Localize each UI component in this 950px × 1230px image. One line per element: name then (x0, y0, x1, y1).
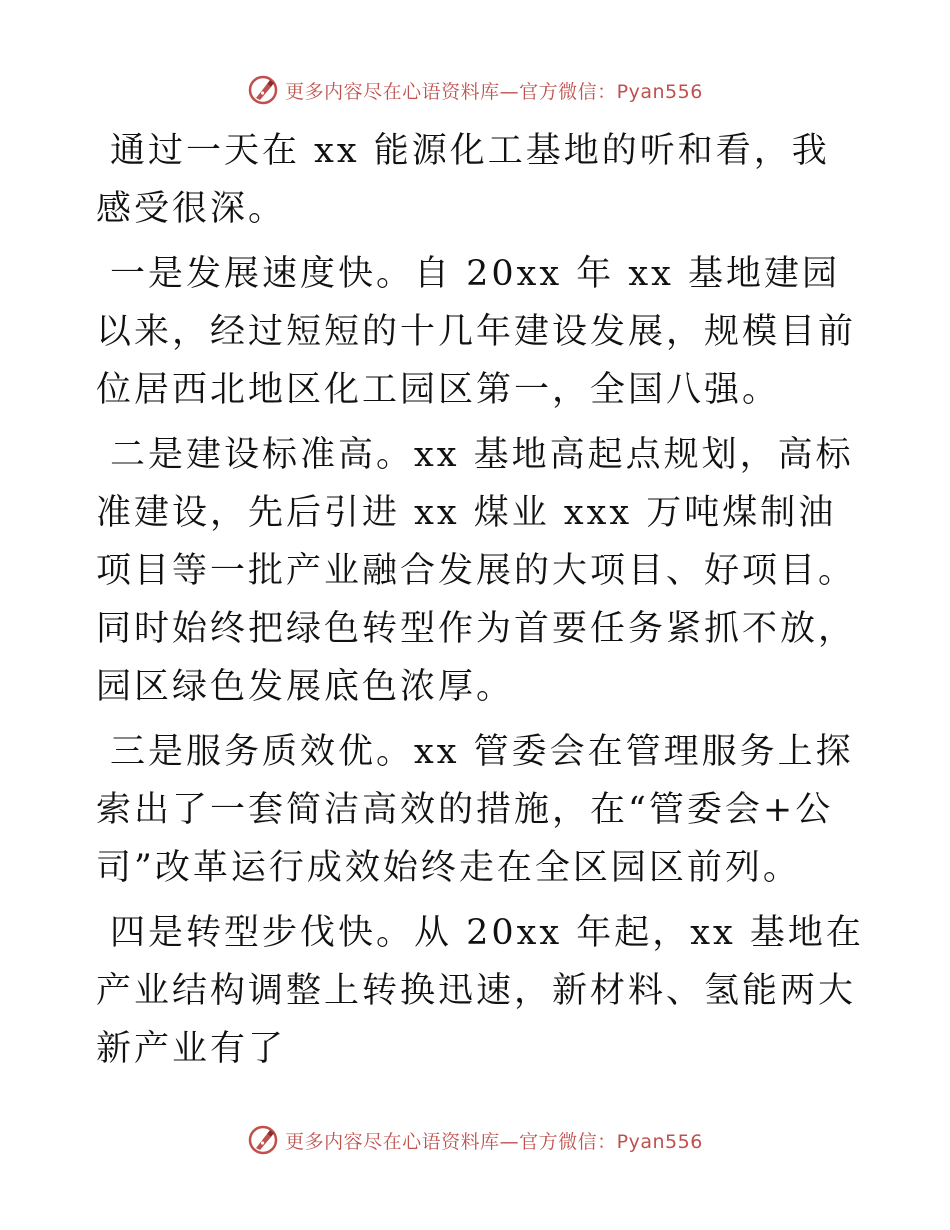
paragraph-point-4: 四是转型步伐快。从 20xx 年起，xx 基地在产业结构调整上转换迅速，新材料、氢能两大新产业有了 (96, 913, 864, 1069)
paragraph-point-3: 三是服务质效优。xx 管委会在管理服务上探索出了一套简洁高效的措施，在“管委会+公司”改革运行成效始终走在全区园区前列。 (96, 732, 854, 888)
footer-banner (0, 1120, 950, 1160)
header-banner (0, 70, 950, 110)
paragraph-point-1: 一是发展速度快。自 20xx 年 xx 基地建园以来，经过短短的十几年建设发展，规模目前位居西北地区化工园区第一，全国八强。 (96, 254, 857, 410)
pen-nib-logo-icon (247, 74, 279, 106)
footer-banner-text: 更多内容尽在心语资料库—官方微信：Pyan556 (285, 1130, 703, 1153)
document-body (96, 122, 866, 1085)
paragraph-intro: 通过一天在 xx 能源化工基地的听和看，我感受很深。 (96, 131, 830, 229)
paragraph-point-2: 二是建设标准高。xx 基地高起点规划，高标准建设，先后引进 xx 煤业 xxx 万吨煤制油项目等一批产业融合发展的大项目、好项目。同时始终把绿色转型作为首要任务紧抓不放，园区绿色发展底色浓厚。 (96, 435, 857, 707)
header-banner-text: 更多内容尽在心语资料库—官方微信：Pyan556 (285, 80, 703, 103)
pen-nib-logo-icon (247, 1124, 279, 1156)
